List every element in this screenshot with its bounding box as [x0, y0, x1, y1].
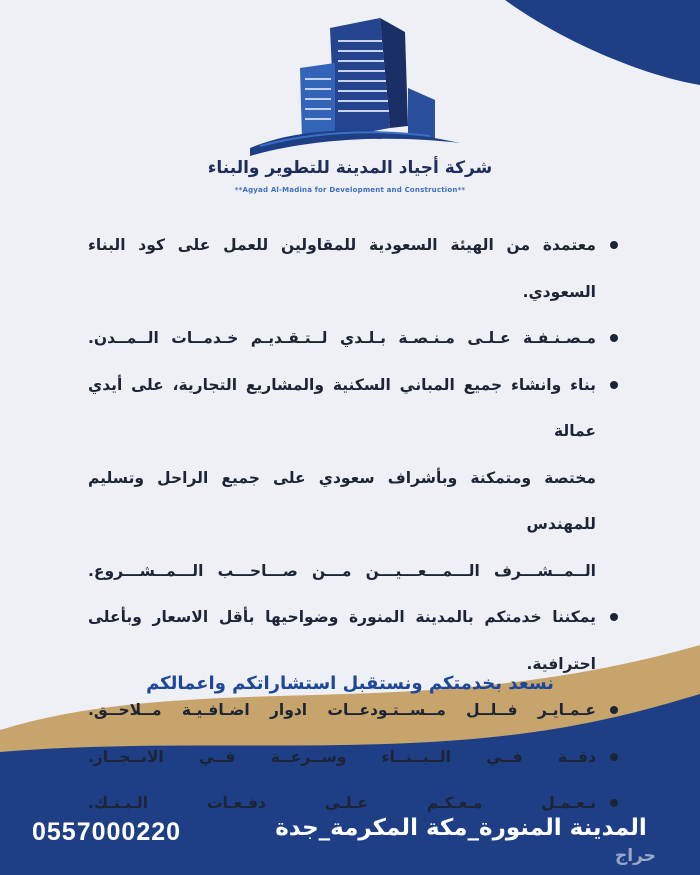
bullet-icon — [610, 753, 618, 761]
service-cities: المدينة المنورة_مكة المكرمة_جدة — [275, 815, 647, 841]
list-item — [88, 734, 618, 781]
company-name-english: **Agyad Al-Madina for Development and Construction** — [234, 186, 466, 194]
list-item-text: بناء وانشاء جميع المباني السكنية والمشاريع التجارية، على أيدي عمالة — [88, 375, 596, 440]
phone-number[interactable]: 0557000220 — [32, 818, 182, 846]
list-item-text: نـعـمـل مـعـكـم عـلـى دفـعـات الـبـنـك. — [88, 794, 596, 812]
company-name-arabic: شركة أجياد المدينة للتطوير والبناء — [207, 158, 493, 178]
bullet-icon — [610, 334, 618, 342]
list-item-text: مـصـنـفـة عـلـى مـنـصـة بـلـدي لــتـقـديـم خـدمــات الــمــدن. — [88, 329, 596, 347]
list-item — [88, 362, 618, 595]
list-item — [88, 315, 618, 362]
list-item-text: الــمــشـــرف الـــمـــعـــيـــن مـــن صـــاحـــب الـــمــشـــروع. — [88, 561, 596, 580]
list-item-text: يمكننا خدمتكم بالمدينة المنورة وضواحيها بأقل الاسعار وبأعلى احترافية. — [88, 608, 596, 673]
bullet-icon — [610, 799, 618, 807]
bullet-icon — [610, 241, 618, 249]
tagline: نسعد بخدمتكم ونستقبل استشاراتكم واعمالكم — [146, 673, 554, 694]
list-item-text: معتمدة من الهيئة السعودية للمقاولين للعمل على كود البناء السعودي. — [88, 236, 596, 301]
top-right-wave — [505, 0, 700, 85]
list-item-text: مختصة ومتمكنة وبأشراف سعودي على جميع الراحل وتسليم للمهندس — [88, 468, 596, 533]
list-item-text: دقــة فــي الــبــنــاء وســرعــة فــي الانــجــاز. — [88, 747, 596, 766]
services-list — [88, 222, 618, 827]
bullet-icon — [610, 706, 618, 714]
bullet-icon — [610, 613, 618, 621]
list-item — [88, 222, 618, 315]
building-logo-icon — [230, 18, 470, 158]
list-item-text: عـمـايـر فــلــل مــســتـودعــات ادوار اضـافـيـة مــلاحــق. — [88, 701, 596, 719]
bullet-icon — [610, 381, 618, 389]
watermark: حراج — [615, 846, 656, 866]
